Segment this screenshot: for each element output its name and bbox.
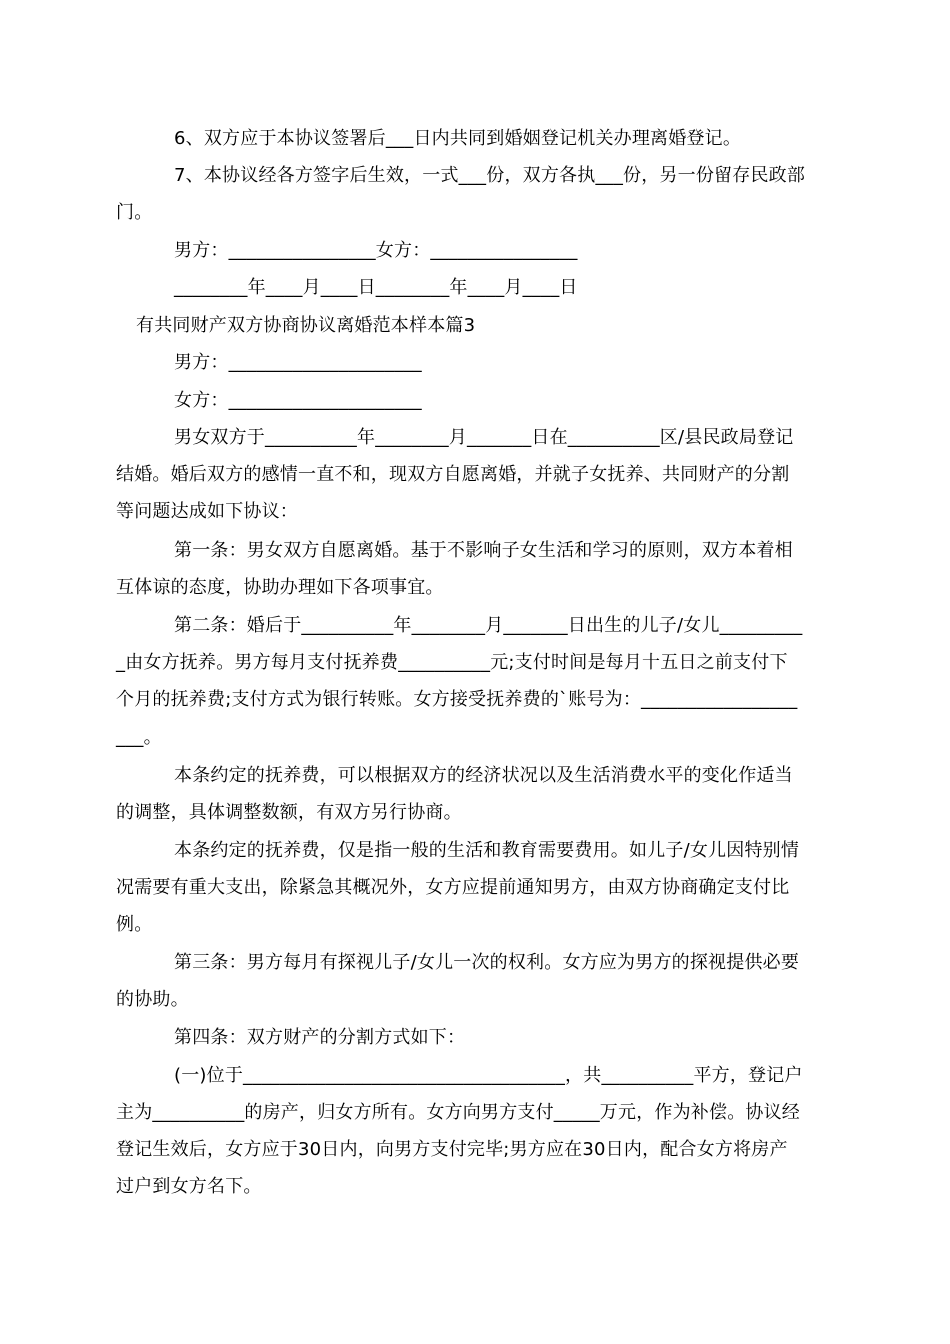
date-line: ________年____月____日________年____月____日	[174, 277, 578, 298]
article-4: 第四条：双方财产的分割方式如下：	[174, 1027, 466, 1048]
clause-6: 6、双方应于本协议签署后___日内共同到婚姻登记机关办理离婚登记。	[174, 128, 742, 149]
article-1-cont: 互体谅的态度，协助办理如下各项事宜。	[116, 577, 444, 598]
support-scope-cont: 例。	[116, 914, 153, 935]
property-item-1: (一)位于___________________________________，共__________平方，登记户	[174, 1065, 803, 1086]
article-1: 第一条：男女双方自愿离婚。基于不影响子女生活和学习的原则，双方本着相	[174, 540, 793, 561]
article-3-cont: 的协助。	[116, 989, 189, 1010]
article-2-cont: ___。	[116, 727, 162, 748]
article-2: 第二条：婚后于__________年________月_______日出生的儿子/女儿_________	[174, 615, 803, 636]
support-adjust-paragraph: 本条约定的抚养费，可以根据双方的经济状况以及生活消费水平的变化作适当	[174, 765, 793, 786]
support-scope-paragraph: 本条约定的抚养费，仅是指一般的生活和教育需要费用。如儿子/女儿因特别情	[174, 840, 800, 861]
support-adjust-cont: 的调整，具体调整数额，有双方另行协商。	[116, 802, 462, 823]
intro-paragraph-cont: 结婚。婚后双方的感情一直不和，现双方自愿离婚，并就子女抚养、共同财产的分割	[116, 464, 790, 485]
article-3: 第三条：男方每月有探视儿子/女儿一次的权利。女方应为男方的探视提供必要	[174, 952, 800, 973]
property-item-1-cont: 登记生效后，女方应于30日内，向男方支付完毕;男方应在30日内，配合女方将房产	[116, 1139, 788, 1160]
article-2-cont: _由女方抚养。男方每月支付抚养费__________元;支付时间是每月十五日之前支付下	[116, 652, 788, 673]
article-2-cont: 个月的抚养费;支付方式为银行转账。女方接受抚养费的`账号为：_________________	[116, 689, 798, 710]
property-item-1-cont: 过户到女方名下。	[116, 1176, 262, 1197]
clause-7: 7、本协议经各方签字后生效，一式___份，双方各执___份，另一份留存民政部	[174, 165, 806, 186]
female-party-line: 女方：_____________________	[174, 390, 422, 411]
signature-line: 男方：________________女方：________________	[174, 240, 578, 261]
male-party-line: 男方：_____________________	[174, 352, 422, 373]
clause-7-cont: 门。	[116, 202, 153, 223]
property-item-1-cont: 主为__________的房产，归女方所有。女方向男方支付_____万元，作为补偿。协议经	[116, 1102, 800, 1123]
intro-paragraph: 男女双方于__________年________月_______日在__________区/县民政局登记	[174, 427, 794, 448]
intro-paragraph-cont: 等问题达成如下协议：	[116, 501, 298, 522]
section-title: 有共同财产双方协商协议离婚范本样本篇3	[136, 315, 476, 336]
support-scope-cont: 况需要有重大支出，除紧急其概况外，女方应提前通知男方，由双方协商确定支付比	[116, 877, 790, 898]
